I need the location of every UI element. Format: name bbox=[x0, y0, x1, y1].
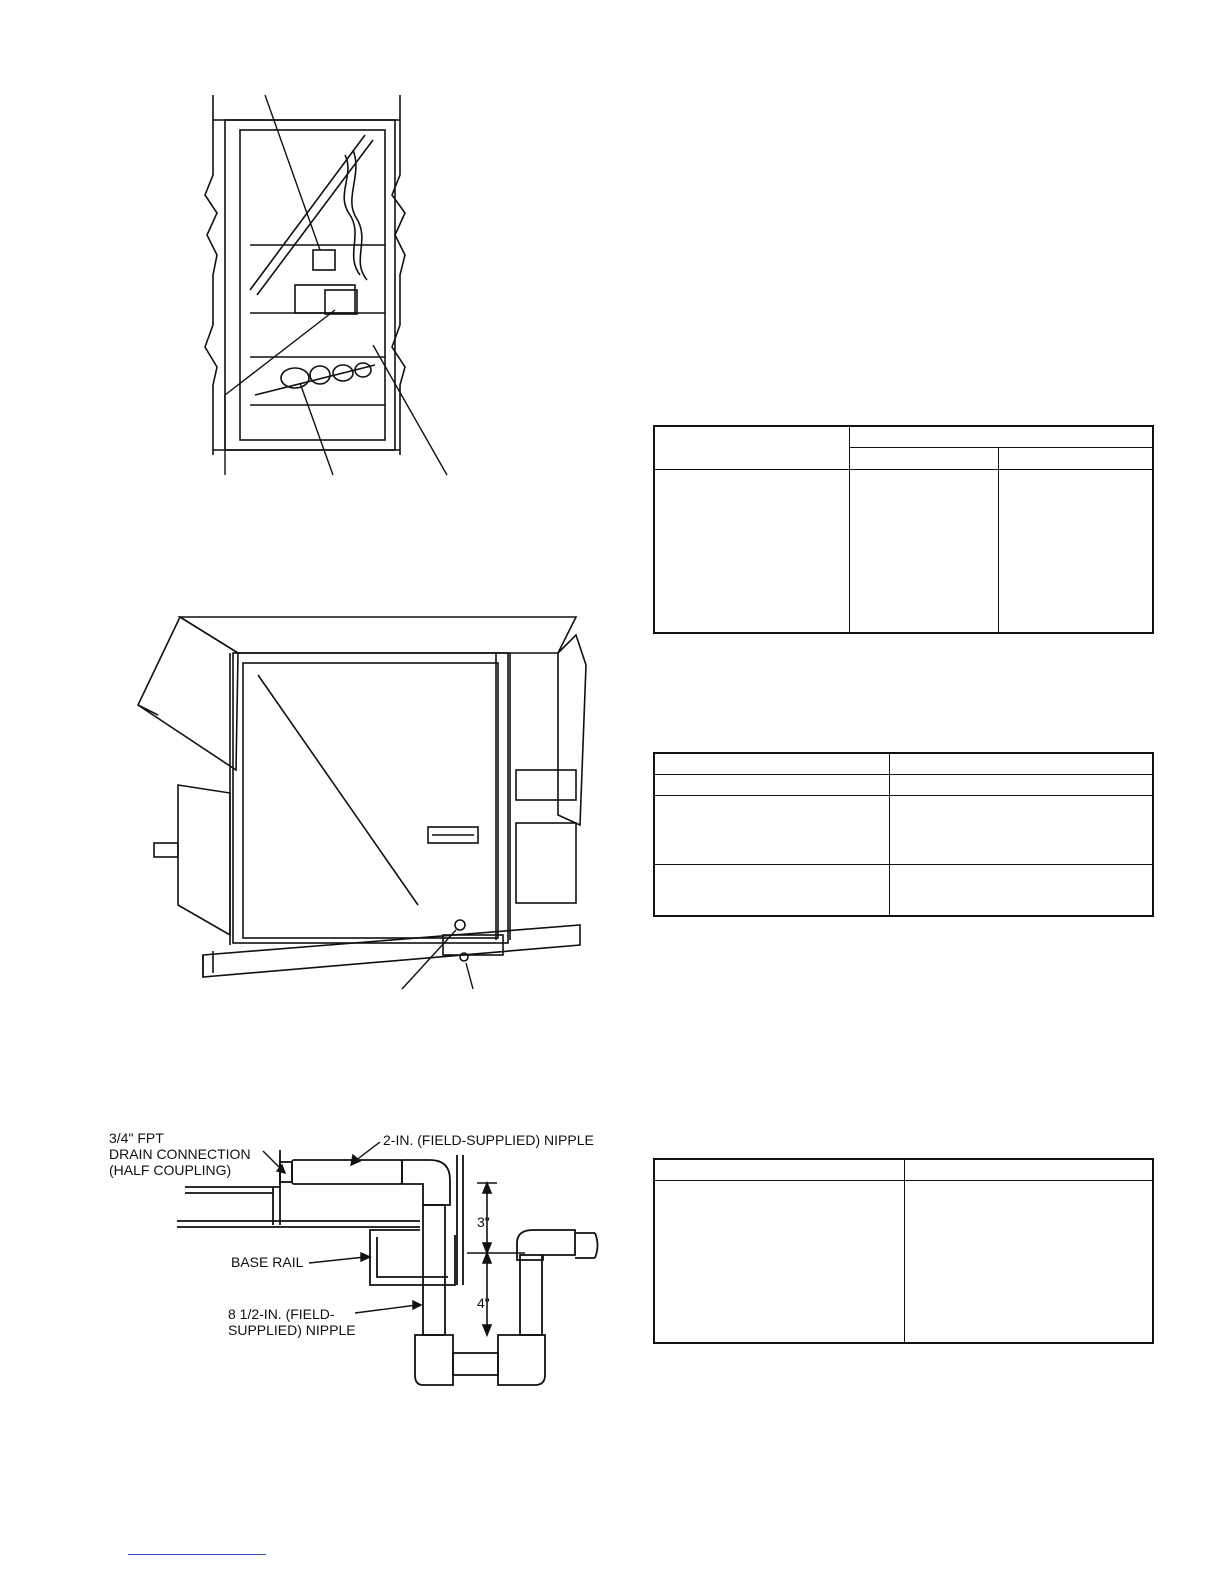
table-1-cell bbox=[999, 469, 1154, 633]
dimension-3in-label: 3" bbox=[477, 1214, 490, 1230]
table-2-header-cell bbox=[890, 753, 1154, 774]
dimension-4in-label: 4" bbox=[477, 1295, 490, 1311]
table-2-header-cell bbox=[654, 753, 890, 774]
table-2-cell bbox=[890, 795, 1154, 864]
table-1-header-cell bbox=[850, 426, 1154, 447]
nipple-85-label-line2: SUPPLIED) NIPPLE bbox=[228, 1322, 356, 1338]
table-3 bbox=[653, 1158, 1154, 1344]
fpt-label-line1: 3/4" FPT bbox=[109, 1130, 164, 1146]
table-3-header-cell bbox=[654, 1159, 905, 1180]
nipple-85-label-line1: 8 1/2-IN. (FIELD- bbox=[228, 1306, 335, 1322]
table-2 bbox=[653, 752, 1154, 917]
unit-exterior-drawing bbox=[118, 605, 593, 990]
fpt-label-line3: (HALF COUPLING) bbox=[109, 1162, 232, 1178]
table-2-cell bbox=[890, 864, 1154, 916]
figure-drain-connection bbox=[105, 1125, 605, 1395]
base-rail-label: BASE RAIL bbox=[231, 1254, 304, 1270]
table-1 bbox=[653, 425, 1154, 634]
footer-link-underline[interactable] bbox=[128, 1554, 266, 1555]
table-1-header-cell bbox=[850, 447, 999, 469]
figure-unit-interior bbox=[195, 95, 465, 480]
table-2-cell bbox=[890, 774, 1154, 795]
drain-connection-drawing bbox=[105, 1125, 605, 1395]
fpt-label-line2: DRAIN CONNECTION bbox=[109, 1146, 251, 1162]
table-2-cell bbox=[654, 795, 890, 864]
table-1-cell bbox=[850, 469, 999, 633]
table-3-header-cell bbox=[905, 1159, 1154, 1180]
nipple-2in-label: 2-IN. (FIELD-SUPPLIED) NIPPLE bbox=[383, 1132, 594, 1148]
table-1-header-cell bbox=[999, 447, 1154, 469]
table-1-header-cell bbox=[654, 426, 850, 469]
table-1-cell bbox=[654, 469, 850, 633]
table-2-cell bbox=[654, 774, 890, 795]
table-3-cell bbox=[654, 1180, 905, 1343]
unit-interior-drawing bbox=[195, 95, 465, 480]
table-3-cell bbox=[905, 1180, 1154, 1343]
table-2-cell bbox=[654, 864, 890, 916]
figure-unit-exterior bbox=[118, 605, 593, 990]
